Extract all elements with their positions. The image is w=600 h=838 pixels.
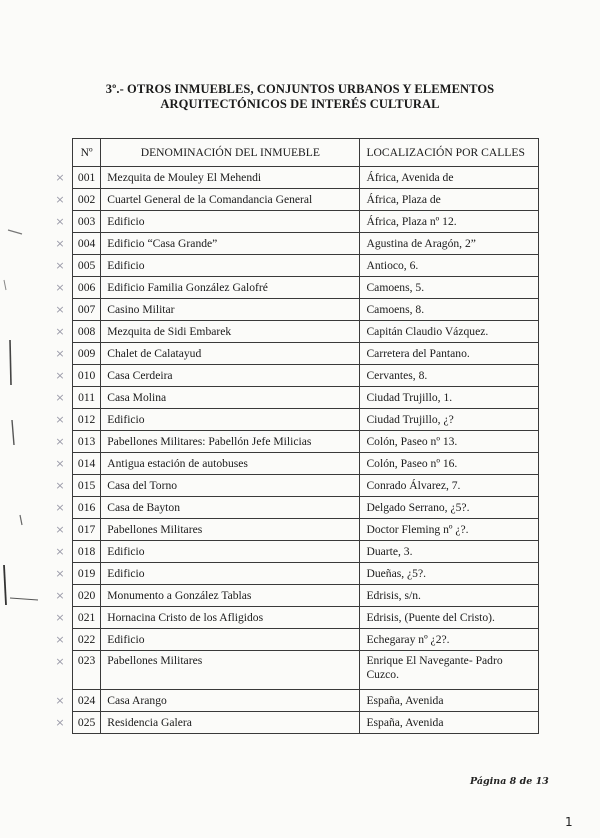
cell-number: 004 [73, 233, 101, 255]
cell-location: Edrisis, (Puente del Cristo). [360, 607, 539, 629]
cell-number: 021 [73, 607, 101, 629]
table-row [73, 167, 539, 189]
scan-artifact-marks [0, 220, 40, 620]
cell-name: Casa del Torno [101, 475, 360, 497]
pencil-check-mark: × [55, 522, 65, 536]
table-row [73, 365, 539, 387]
pencil-check-mark: × [55, 324, 65, 338]
cell-name: Casa de Bayton [101, 497, 360, 519]
table-row [73, 189, 539, 211]
table-row [73, 519, 539, 541]
pencil-check-mark: × [55, 500, 65, 514]
pencil-check-mark: × [55, 544, 65, 558]
cell-location: Doctor Fleming nº ¿?. [360, 519, 539, 541]
cell-name: Mezquita de Sidi Embarek [101, 321, 360, 343]
cell-name: Casa Cerdeira [101, 365, 360, 387]
cell-name: Edificio [101, 255, 360, 277]
table-row [73, 541, 539, 563]
section-heading [0, 82, 600, 112]
cell-location: Duarte, 3. [360, 541, 539, 563]
table-row [73, 299, 539, 321]
buildings-table [72, 138, 539, 734]
table-row [73, 651, 539, 690]
pencil-check-mark: × [55, 368, 65, 382]
cell-number: 023 [73, 651, 101, 690]
cell-name: Pabellones Militares [101, 519, 360, 541]
table-row [73, 453, 539, 475]
heading-line-2: ARQUITECTÓNICOS DE INTERÉS CULTURAL [160, 97, 440, 111]
cell-number: 001 [73, 167, 101, 189]
pencil-check-mark: × [55, 566, 65, 580]
table-body [73, 167, 539, 734]
cell-location: Edrisis, s/n. [360, 585, 539, 607]
table-row [73, 277, 539, 299]
table-row [73, 690, 539, 712]
cell-location: Ciudad Trujillo, 1. [360, 387, 539, 409]
table-row [73, 712, 539, 734]
cell-name: Edificio [101, 211, 360, 233]
pencil-check-mark: × [55, 715, 65, 729]
cell-location: Cervantes, 8. [360, 365, 539, 387]
cell-name: Mezquita de Mouley El Mehendi [101, 167, 360, 189]
pencil-check-mark: × [55, 434, 65, 448]
cell-location: Antioco, 6. [360, 255, 539, 277]
cell-number: 008 [73, 321, 101, 343]
cell-number: 003 [73, 211, 101, 233]
pencil-check-mark: × [55, 478, 65, 492]
cell-number: 011 [73, 387, 101, 409]
cell-number: 012 [73, 409, 101, 431]
cell-name: Casa Arango [101, 690, 360, 712]
column-header-number: Nº [73, 139, 101, 167]
table-row [73, 211, 539, 233]
table-header-row [73, 139, 539, 167]
cell-location: Camoens, 8. [360, 299, 539, 321]
table-row [73, 629, 539, 651]
cell-location: Capitán Claudio Vázquez. [360, 321, 539, 343]
cell-location: África, Plaza de [360, 189, 539, 211]
pencil-check-mark: × [55, 390, 65, 404]
table-row [73, 321, 539, 343]
table-row [73, 431, 539, 453]
pencil-check-mark: × [55, 412, 65, 426]
cell-name: Casa Molina [101, 387, 360, 409]
cell-location: Colón, Paseo nº 16. [360, 453, 539, 475]
page-footer: Página 8 de 13 [470, 776, 549, 787]
cell-location: Dueñas, ¿5?. [360, 563, 539, 585]
cell-name: Edificio [101, 541, 360, 563]
pencil-check-mark: × [55, 192, 65, 206]
pencil-check-mark: × [55, 236, 65, 250]
cell-location: España, Avenida [360, 712, 539, 734]
pencil-check-mark: × [55, 346, 65, 360]
table-row [73, 343, 539, 365]
cell-location: Enrique El Navegante- Padro Cuzco. [360, 651, 539, 690]
table-row [73, 233, 539, 255]
cell-number: 014 [73, 453, 101, 475]
table-row [73, 255, 539, 277]
cell-name: Pabellones Militares: Pabellón Jefe Milicias [101, 431, 360, 453]
cell-number: 005 [73, 255, 101, 277]
cell-number: 018 [73, 541, 101, 563]
cell-name: Cuartel General de la Comandancia General [101, 189, 360, 211]
pencil-check-mark: × [55, 588, 65, 602]
pencil-check-mark: × [55, 610, 65, 624]
cell-number: 022 [73, 629, 101, 651]
cell-number: 007 [73, 299, 101, 321]
pencil-check-mark: × [55, 456, 65, 470]
pencil-check-mark: × [55, 280, 65, 294]
cell-name: Pabellones Militares [101, 651, 360, 690]
table-row [73, 563, 539, 585]
cell-number: 017 [73, 519, 101, 541]
cell-location: Delgado Serrano, ¿5?. [360, 497, 539, 519]
handwritten-page-number: 1 [565, 815, 573, 829]
cell-number: 020 [73, 585, 101, 607]
pencil-check-mark: × [55, 214, 65, 228]
cell-number: 016 [73, 497, 101, 519]
table-row [73, 585, 539, 607]
cell-location: Colón, Paseo nº 13. [360, 431, 539, 453]
table-row [73, 607, 539, 629]
cell-name: Edificio Familia González Galofré [101, 277, 360, 299]
pencil-check-mark: × [55, 632, 65, 646]
cell-location: Conrado Álvarez, 7. [360, 475, 539, 497]
cell-location: Echegaray nº ¿2?. [360, 629, 539, 651]
cell-name: Monumento a González Tablas [101, 585, 360, 607]
cell-number: 025 [73, 712, 101, 734]
cell-name: Edificio [101, 563, 360, 585]
cell-location: África, Plaza nº 12. [360, 211, 539, 233]
cell-name: Edificio “Casa Grande” [101, 233, 360, 255]
cell-name: Edificio [101, 409, 360, 431]
cell-location: Agustina de Aragón, 2” [360, 233, 539, 255]
column-header-location: LOCALIZACIÓN POR CALLES [360, 139, 539, 167]
column-header-name: DENOMINACIÓN DEL INMUEBLE [101, 139, 360, 167]
pencil-check-mark: × [55, 693, 65, 707]
cell-name: Edificio [101, 629, 360, 651]
cell-number: 010 [73, 365, 101, 387]
cell-name: Hornacina Cristo de los Afligidos [101, 607, 360, 629]
cell-number: 024 [73, 690, 101, 712]
table-row [73, 409, 539, 431]
cell-number: 019 [73, 563, 101, 585]
cell-location: Carretera del Pantano. [360, 343, 539, 365]
cell-location: Camoens, 5. [360, 277, 539, 299]
cell-location: España, Avenida [360, 690, 539, 712]
cell-name: Casino Militar [101, 299, 360, 321]
cell-location: África, Avenida de [360, 167, 539, 189]
table-row [73, 387, 539, 409]
pencil-check-mark: × [55, 302, 65, 316]
cell-number: 002 [73, 189, 101, 211]
cell-number: 009 [73, 343, 101, 365]
cell-name: Antigua estación de autobuses [101, 453, 360, 475]
cell-location: Ciudad Trujillo, ¿? [360, 409, 539, 431]
cell-number: 015 [73, 475, 101, 497]
heading-line-1: 3º.- OTROS INMUEBLES, CONJUNTOS URBANOS Y ELEMENTOS [105, 82, 495, 96]
cell-name: Chalet de Calatayud [101, 343, 360, 365]
cell-number: 006 [73, 277, 101, 299]
pencil-check-mark: × [55, 654, 65, 668]
pencil-check-mark: × [55, 170, 65, 184]
cell-name: Residencia Galera [101, 712, 360, 734]
table-row [73, 497, 539, 519]
cell-number: 013 [73, 431, 101, 453]
pencil-check-mark: × [55, 258, 65, 272]
table-row [73, 475, 539, 497]
